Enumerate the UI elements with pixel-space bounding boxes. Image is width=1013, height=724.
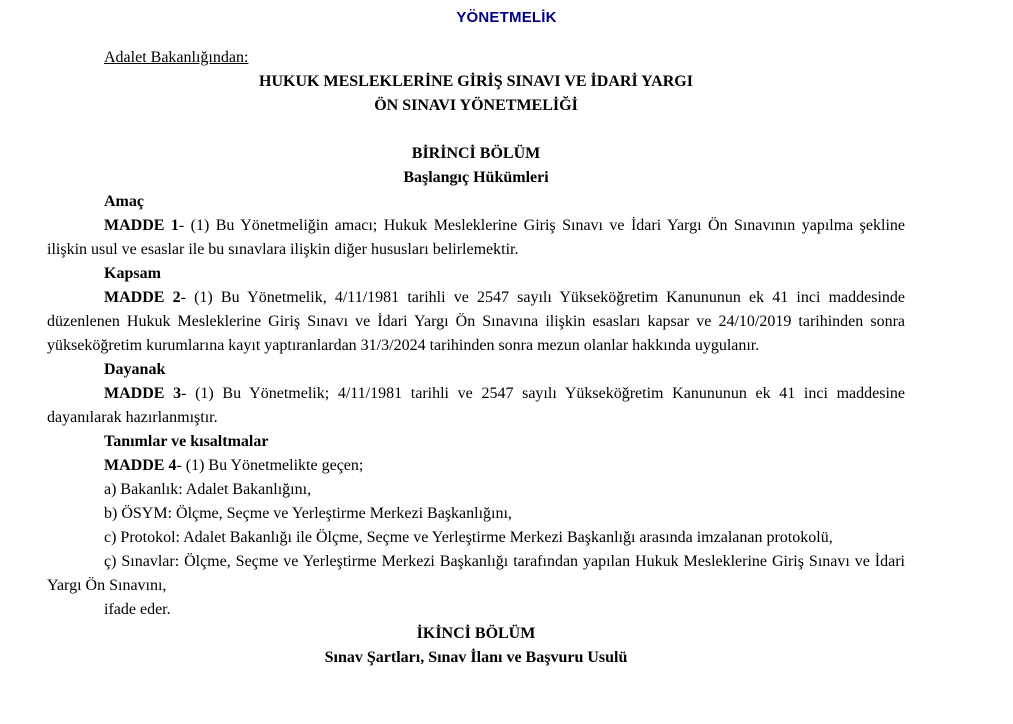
article-1-heading: Amaç bbox=[104, 193, 144, 210]
article-2-text: - (1) Bu Yönetmelik, 4/11/1981 tarihli ve 2547 sayılı Yükseköğretim Kanununun ek 41 inci maddesinde düzenlenen Hukuk Mesleklerine Giriş Sınavı ve İdari Yargı Ön Sınavına ilişkin esasları kapsar ve 24/10/2019 tarihinden sonra yükseköğretim kurumlarına kayıt yaptıranlardan 31/3/2024 tarihinden sonra mezun olanlar hakkında uygulanır. bbox=[47, 289, 906, 354]
spacer bbox=[47, 118, 905, 142]
article-3-label: MADDE 3 bbox=[104, 385, 182, 402]
regulation-title-line-2: ÖN SINAVI YÖNETMELİĞİ bbox=[374, 97, 578, 114]
article-2-heading: Kapsam bbox=[104, 265, 161, 282]
gazette-section-header: YÖNETMELİK bbox=[456, 9, 557, 26]
definition-closing: ifade eder. bbox=[104, 601, 171, 618]
regulation-title-line-1: HUKUK MESLEKLERİNE GİRİŞ SINAVI VE İDARİ YARGI bbox=[259, 73, 693, 90]
chapter-1-heading: BİRİNCİ BÖLÜM bbox=[411, 145, 541, 162]
article-2-body bbox=[47, 286, 905, 358]
article-3-body bbox=[47, 382, 905, 430]
article-1-label: MADDE 1 bbox=[104, 217, 179, 234]
chapter-1-title: Başlangıç Hükümleri bbox=[403, 169, 549, 186]
definition-item-a: a) Bakanlık: Adalet Bakanlığını, bbox=[104, 481, 312, 498]
definition-item-c-cedilla: ç) Sınavlar: Ölçme, Seçme ve Yerleştirme Merkezi Başkanlığı tarafından yapılan Hukuk Mesleklerine Giriş Sınavı ve İdari Yargı Ön Sınavını, bbox=[47, 553, 905, 594]
article-4-heading: Tanımlar ve kısaltmalar bbox=[104, 433, 269, 450]
article-3-heading: Dayanak bbox=[104, 361, 166, 378]
definition-item-c: c) Protokol: Adalet Bakanlığı ile Ölçme, Seçme ve Yerleştirme Merkezi Başkanlığı arasında imzalanan protokolü, bbox=[104, 529, 833, 546]
article-4-label: MADDE 4 bbox=[104, 457, 177, 474]
article-4-body bbox=[47, 454, 905, 478]
definition-item-b: b) ÖSYM: Ölçme, Seçme ve Yerleştirme Merkezi Başkanlığını, bbox=[104, 505, 512, 522]
article-1-text: - (1) Bu Yönetmeliğin amacı; Hukuk Mesleklerine Giriş Sınavı ve İdari Yargı Ön Sınavının yapılma şekline ilişkin usul ve esaslar ile bu sınavlara ilişkin diğer hususları belirlemektir. bbox=[47, 217, 906, 258]
article-3-text: - (1) Bu Yönetmelik; 4/11/1981 tarihli ve 2547 sayılı Yükseköğretim Kanununun ek 41 inci maddesine dayanılarak hazırlanmıştır. bbox=[47, 385, 906, 426]
article-1-body bbox=[47, 214, 905, 262]
regulation-document bbox=[47, 46, 905, 670]
chapter-2-heading: İKİNCİ BÖLÜM bbox=[416, 625, 536, 642]
article-4-text: - (1) Bu Yönetmelikte geçen; bbox=[176, 457, 364, 474]
issuer-line: Adalet Bakanlığından: bbox=[104, 49, 249, 66]
article-2-label: MADDE 2 bbox=[104, 289, 181, 306]
chapter-2-title: Sınav Şartları, Sınav İlanı ve Başvuru Usulü bbox=[324, 649, 628, 666]
